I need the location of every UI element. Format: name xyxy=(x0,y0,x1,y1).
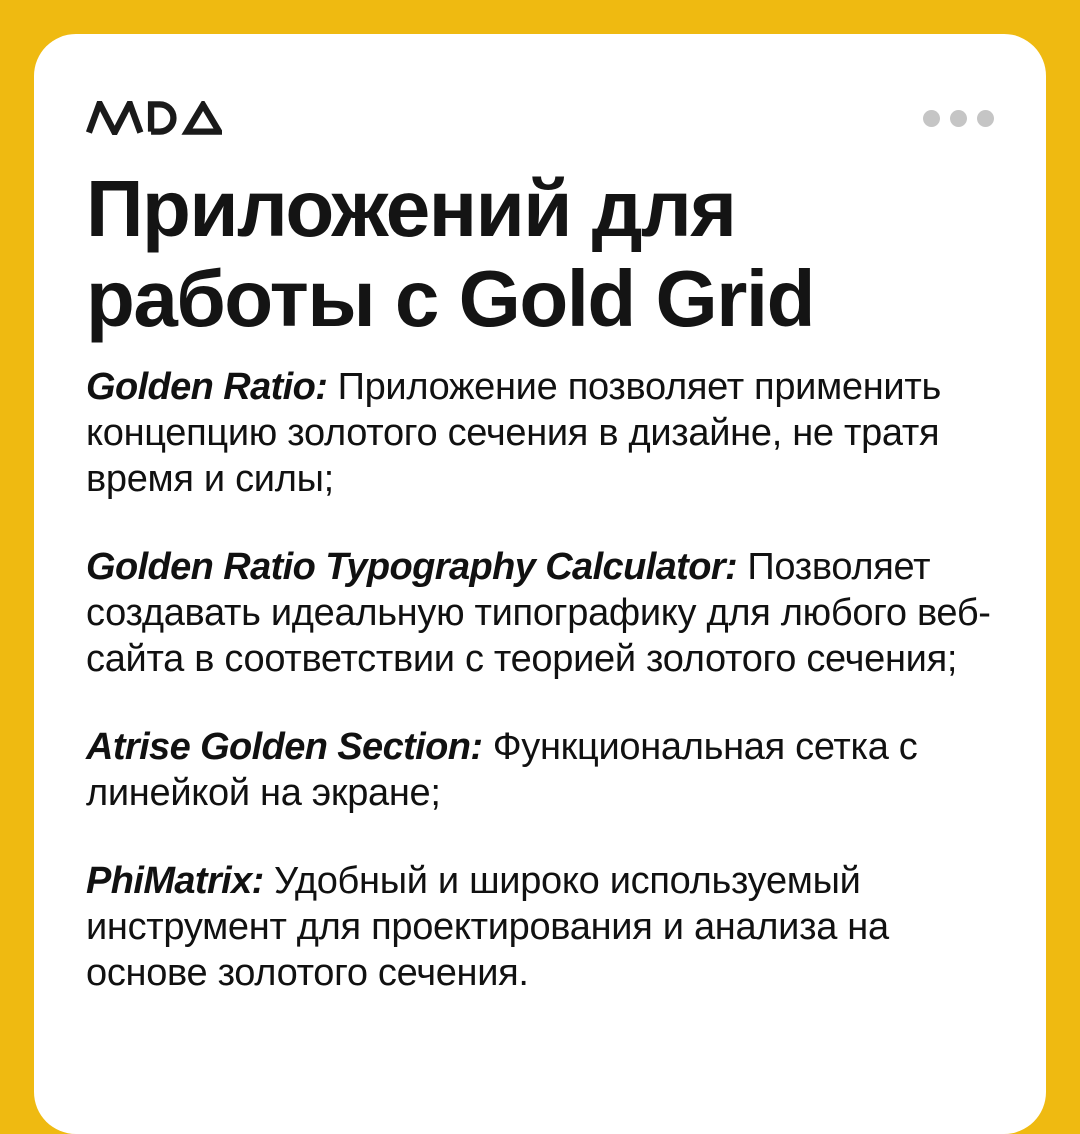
page-title xyxy=(86,164,994,344)
mda-logo xyxy=(86,101,222,135)
paragraph-lead: Golden Ratio: xyxy=(86,366,328,408)
ellipsis-dot xyxy=(950,110,967,127)
mda-logo-icon xyxy=(86,101,222,135)
ellipsis-icon[interactable] xyxy=(923,110,994,127)
ellipsis-dot xyxy=(977,110,994,127)
paragraph-text: Позволяет создавать идеальную типографику для любого веб-сайта в соответствии с теорией золотого сечения; xyxy=(86,546,991,680)
paragraph-text: Приложение позволяет применить концепцию золотого сечения в дизайне, не тратя время и силы; xyxy=(86,366,941,500)
ellipsis-dot xyxy=(923,110,940,127)
paragraph-lead: Atrise Golden Section: xyxy=(86,726,483,768)
paragraph-text: Удобный и широко используемый инструмент для проектирования и анализа на основе золотого сечения. xyxy=(86,860,889,994)
paragraph-text: Функциональная сетка с линейкой на экране; xyxy=(86,726,918,814)
page-title-line2: работы с Gold Grid xyxy=(86,254,814,343)
paragraph-typography-calculator xyxy=(86,544,994,682)
paragraph-lead: Golden Ratio Typography Calculator: xyxy=(86,546,738,588)
paragraph-golden-ratio xyxy=(86,364,994,502)
paragraph-atrise-golden-section xyxy=(86,724,994,816)
content-card xyxy=(34,34,1046,1134)
card-header xyxy=(86,100,994,136)
page-title-line1: Приложений для xyxy=(86,164,736,253)
paragraph-phimatrix xyxy=(86,858,994,996)
paragraph-lead: PhiMatrix: xyxy=(86,860,264,902)
